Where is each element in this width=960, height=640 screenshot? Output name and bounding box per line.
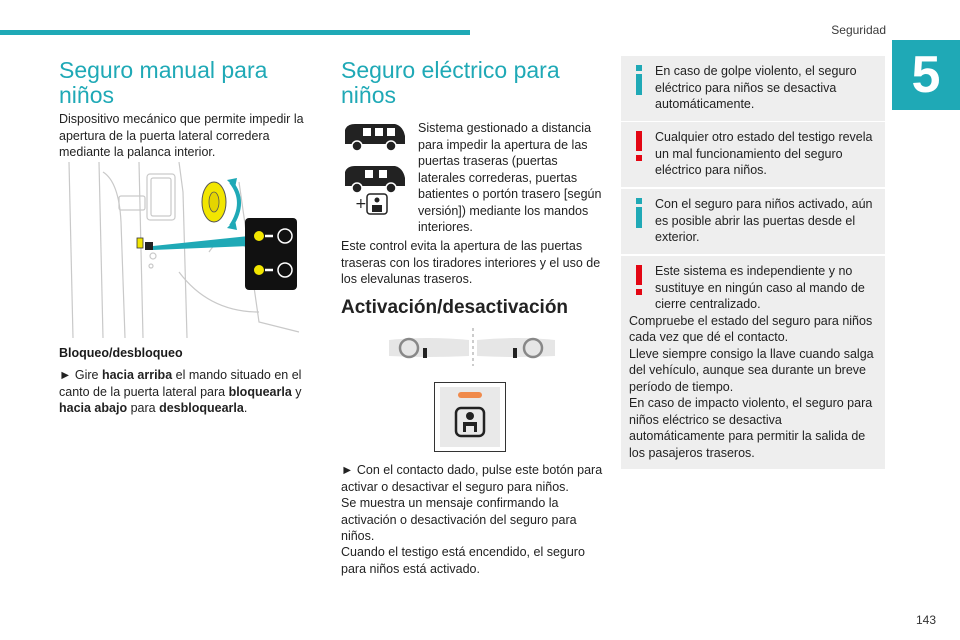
info-icon bbox=[629, 65, 649, 99]
info-note-2: Con el seguro para niños activado, aún es posible abrir las puertas desde el exterior. bbox=[621, 189, 885, 254]
step-bullet: ► bbox=[341, 463, 354, 477]
electric-lock-para: Este control evita la apertura de las puertas traseras con los tiradores interiores y el uso de los elevalunas traseros. bbox=[341, 239, 601, 286]
step-bullet: ► bbox=[59, 368, 72, 382]
confirmation-message-text: Se muestra un mensaje confirmando la activación o desactivación del seguro para niños. bbox=[341, 496, 577, 543]
header-accent-bar bbox=[0, 30, 470, 35]
info-note-1: En caso de golpe violento, el seguro eléctrico para niños se desactiva automáticamente. bbox=[621, 56, 885, 121]
lock-unlock-subhead: Bloqueo/desbloqueo bbox=[59, 346, 183, 360]
section-title: Seguridad bbox=[831, 23, 886, 37]
warning-line: En caso de impacto violento, el seguro para niños eléctrico se desactiva automáticamente para permitir la salida de los pasajeros traseros. bbox=[629, 396, 873, 460]
door-lever-illustration bbox=[59, 162, 321, 338]
van-icon-rear-doors bbox=[341, 118, 407, 154]
svg-text:+: + bbox=[355, 196, 367, 212]
electric-lock-intro: Sistema gestionado a distancia para impedir la apertura de las puertas traseras (puertas laterales correderas, puertas batientes o portón trasero [según versión]) mediante los mandos interiores. bbox=[418, 121, 602, 234]
chapter-tab: 5 bbox=[892, 40, 960, 110]
info-icon bbox=[629, 198, 649, 232]
warning-line: Compruebe el estado del seguro para niños cada vez que dé el contacto. bbox=[629, 313, 873, 344]
page-number: 143 bbox=[915, 613, 936, 627]
warning-icon bbox=[629, 265, 649, 299]
activation-heading: Activación/desactivación bbox=[341, 297, 569, 318]
warning-line: Lleve siempre consigo la llave cuando salga del vehículo, aunque sea durante un breve período de tiempo. bbox=[629, 346, 874, 394]
child-lock-button-icon bbox=[434, 382, 506, 452]
electric-lock-title: Seguro eléctrico para niños bbox=[341, 57, 560, 108]
lock-unlock-step: ► Gire hacia arriba el mando situado en el canto de la puerta lateral para bloquearla y hacia abajo para desbloquearla. bbox=[59, 368, 302, 415]
warning-line: Este sistema es independiente y no sustituye en ningún caso al mando de cierre centralizado. bbox=[655, 264, 865, 311]
warning-icon bbox=[629, 131, 649, 165]
indicator-on-text: Cuando el testigo está encendido, el seguro para niños está activado. bbox=[341, 545, 585, 576]
warning-note-2 bbox=[621, 256, 885, 469]
dashboard-button-locations bbox=[387, 326, 557, 368]
manual-lock-intro: Dispositivo mecánico que permite impedir la apertura de la puerta lateral corredera mediante la palanca interior. bbox=[59, 112, 304, 159]
van-icon-child-lock bbox=[341, 160, 407, 216]
activation-step: ► Con el contacto dado, pulse este botón para activar o desactivar el seguro para niños. bbox=[341, 463, 603, 494]
manual-lock-title: Seguro manual para niños bbox=[59, 57, 268, 108]
warning-note-1: Cualquier otro estado del testigo revela un mal funcionamiento del seguro eléctrico para niños. bbox=[621, 122, 885, 187]
